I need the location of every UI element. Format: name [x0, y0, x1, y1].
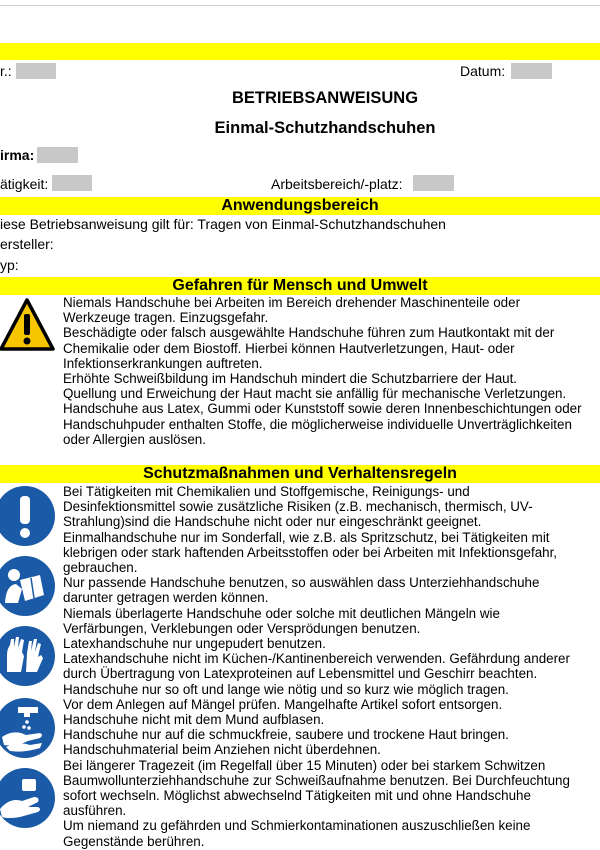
hersteller-label: ersteller:	[0, 236, 54, 252]
gefahren-line: Niemals Handschuhe bei Arbeiten im Bereich drehender Maschinenteile oder	[63, 295, 521, 310]
schutz-line: Nur passende Handschuhe benutzen, so auswählen dass Unterziehhandschuhe	[63, 575, 540, 591]
gefahren-line: Werkzeuge tragen. Einzugsgefahr.	[63, 310, 269, 326]
schutz-line: durch Übertragung von Latexproteinen auf Lebensmittel und Geschirr beachten.	[63, 666, 538, 682]
schutz-line: klebrigen oder stark haftenden Arbeitsstoffen oder bei Arbeiten mit Infektionsgefahr,	[63, 544, 558, 560]
nr-field[interactable]	[16, 63, 56, 79]
schutz-line: Vor dem Anlegen auf Mängel prüfen. Mangelhafte Artikel sofort entsorgen.	[63, 696, 503, 712]
schutz-line: Baumwollunterziehhandschuhe zur Schweißaufnahme benutzen. Bei Durchfeuchtung	[63, 772, 570, 788]
schutz-line: ausführen.	[63, 803, 127, 819]
schutz-line: Latexhandschuhe nur ungepudert benutzen.	[63, 636, 326, 652]
schutz-line: Verfärbungen, Verklebungen oder Versprödungen benutzen.	[63, 620, 421, 636]
gefahren-line: Handschuhpuder enthalten Stoffe, die möglicherweise individuelle Unverträglichkeiten	[63, 416, 572, 432]
firma-field[interactable]	[37, 147, 78, 163]
schutz-line: Handschuhmaterial beim Anziehen nicht überdehnen.	[63, 742, 381, 758]
gefahren-line: Quellung und Erweichung der Haut macht sie anfällig für mechanische Verletzungen.	[63, 386, 567, 402]
schutz-line: Gegenstände berühren.	[63, 833, 205, 849]
gefahren-line: Handschuhe aus Latex, Gummi oder Kunststoff sowie deren Innenbeschichtungen oder	[63, 401, 582, 417]
gefahren-line: Chemikalie oder dem Biostoff. Hierbei können Hautverletzungen, Haut- oder	[63, 340, 515, 356]
read-manual-icon	[0, 555, 56, 617]
firma-label: irma:	[0, 147, 35, 163]
gefahren-line: Erhöhte Schweißbildung im Handschuh mindert die Schutzbarriere der Haut.	[63, 371, 518, 387]
schutz-line: Handschuhe nur so oft und lange wie nötig und so kurz wie möglich tragen.	[63, 681, 509, 697]
schutz-line: Handschuhe nur auf die schmuckfreie, saubere und trockene Haut bringen.	[63, 727, 509, 743]
arbeitsbereich-field[interactable]	[413, 175, 454, 191]
gefahren-text	[63, 295, 600, 447]
gefahren-line: Infektionserkrankungen auftreten.	[63, 355, 263, 371]
datum-label: Datum:	[460, 63, 506, 79]
schutz-line: Um niemand zu gefährden und Schmierkontaminationen auszuschließen keine	[63, 818, 531, 834]
gefahren-line: Beschädigte oder falsch ausgewählte Handschuhe führen zum Hautkontakt mit der	[63, 325, 555, 341]
general-mandatory-icon	[0, 485, 56, 547]
schutz-line: Einmalhandschuhe nur im Sonderfall, wie z.B. als Spritzschutz, bei Tätigkeiten mit	[63, 529, 550, 545]
schutz-line: Niemals überlagerte Handschuhe oder solche mit deutlichen Mängeln wie	[63, 605, 500, 621]
taetigkeit-label: ätigkeit:	[0, 176, 49, 192]
arbeitsbereich-label: Arbeitsbereich/-platz:	[271, 176, 403, 192]
section-anwendungsbereich-heading: Anwendungsbereich	[0, 197, 600, 215]
nr-label: r.:	[0, 63, 12, 79]
schutz-text	[63, 484, 600, 849]
taetigkeit-field[interactable]	[52, 175, 92, 191]
gefahren-line: oder Allergien auslösen.	[63, 431, 206, 447]
schutz-line: Desinfektionsmittel sowie zusätzliche Risiken (z.B. mechanisch, thermisch, UV-	[63, 499, 533, 515]
anwendung-text: iese Betriebsanweisung gilt für: Tragen von Einmal-Schutzhandschuhen	[0, 216, 446, 232]
typ-label: yp:	[0, 257, 19, 273]
section-gefahren-heading: Gefahren für Mensch und Umwelt	[0, 277, 600, 295]
section-schutzmassnahmen-heading: Schutzmaßnahmen und Verhaltensregeln	[0, 465, 600, 483]
schutz-line: Strahlung)sind die Handschuhe nicht oder nur eingeschränkt geeignet.	[63, 514, 482, 530]
datum-field[interactable]	[511, 63, 552, 79]
schutz-line: Latexhandschuhe nicht im Küchen-/Kantinenbereich verwenden. Gefährdung anderer	[63, 651, 570, 667]
wash-hands-icon	[0, 697, 56, 759]
hand-care-icon	[0, 767, 56, 829]
schutz-line: sofort wechseln. Möglichst abwechselnd Tätigkeiten mit und ohne Handschuhe	[63, 788, 531, 804]
schutz-line: Bei Tätigkeiten mit Chemikalien und Stoffgemische, Reinigungs- und	[63, 484, 470, 499]
schutz-line: Handschuhe nicht mit dem Mund aufblasen.	[63, 712, 325, 728]
schutz-line: Bei längerer Tragezeit (im Regelfall über 15 Minuten) oder bei starkem Schwitzen	[63, 757, 546, 773]
document-subtitle: Einmal-Schutzhandschuhen	[214, 119, 436, 137]
schutz-line: darunter getragen werden können.	[63, 590, 269, 606]
schutz-line: gebrauchen.	[63, 560, 138, 576]
top-rule	[0, 5, 600, 6]
document-title: BETRIEBSANWEISUNG	[231, 89, 419, 107]
header-band	[0, 43, 600, 60]
warning-triangle-icon	[0, 297, 55, 355]
gloves-icon	[0, 625, 56, 687]
